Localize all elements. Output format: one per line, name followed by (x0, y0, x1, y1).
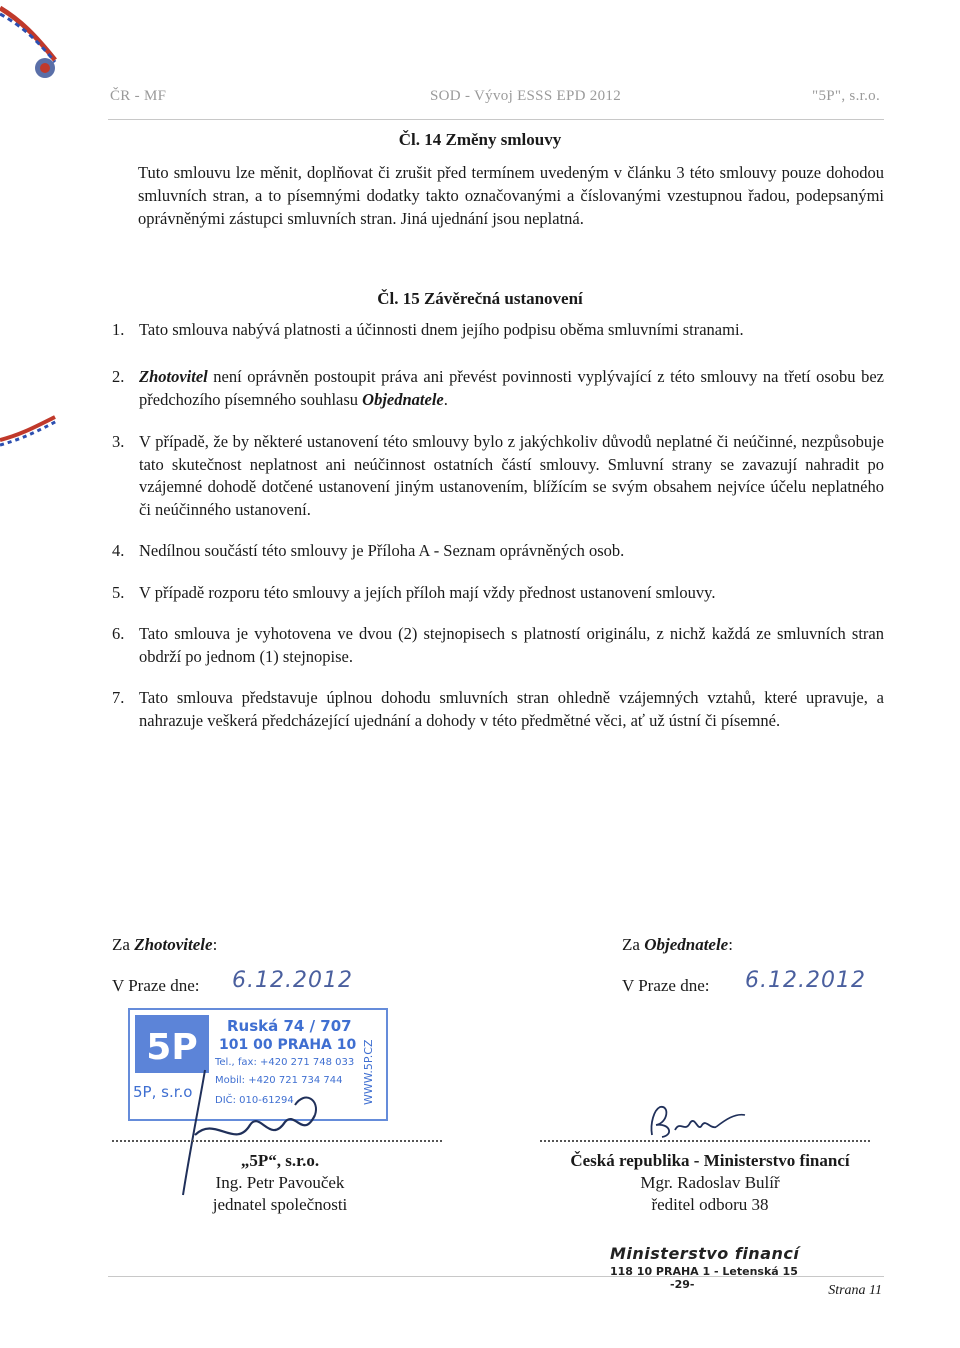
right-name: Mgr. Radoslav Bulíř (640, 1173, 780, 1192)
item-text: Nedílnou součástí této smlouvy je Příloha A - Seznam oprávněných osob. (139, 541, 625, 560)
left-name: Ing. Petr Pavouček (215, 1173, 345, 1192)
ministry-stamp (610, 1244, 799, 1291)
ministry-stamp-line-1: Ministerstvo financí (610, 1244, 800, 1263)
colon: : (728, 935, 733, 954)
item-text: Tato smlouva je vyhotovena ve dvou (2) stejnopisech s platností originálu, z nichž každá ze smluvních stran obdrží po jednom (1) stejnopise. (139, 624, 884, 666)
stamp-line-1: Ruská 74 / 707 (227, 1017, 352, 1035)
party-name: Zhotovitele (134, 935, 213, 954)
stamp-line-4: Mobil: +420 721 734 744 (215, 1075, 343, 1086)
party-name: Objednatele (644, 935, 729, 954)
za-text: Za (622, 935, 645, 954)
item-number: 5. (112, 583, 125, 602)
item-number: 2. (112, 367, 125, 386)
right-role: ředitel odboru 38 (651, 1195, 769, 1214)
right-signature-line (540, 1140, 870, 1142)
ministry-stamp-line-3: -29- (670, 1278, 695, 1291)
header-left: ČR - MF (110, 88, 167, 104)
ministry-stamp-line-2: 118 10 PRAHA 1 - Letenská 15 (610, 1265, 798, 1278)
article-15-title: Čl. 15 Závěrečná ustanovení (377, 289, 583, 308)
left-company: „5P“, s.r.o. (240, 1151, 320, 1170)
right-party-label (622, 935, 733, 955)
left-signature-line (112, 1140, 442, 1142)
left-place-date-label: V Praze dne: (112, 976, 200, 995)
left-role: jednatel společnosti (212, 1195, 348, 1214)
right-place-date-label: V Praze dne: (622, 976, 710, 995)
right-signature (640, 1095, 750, 1145)
item-number: 1. (112, 320, 125, 339)
list-item (112, 582, 884, 605)
stamp-logo-sub: 5P, s.r.o (133, 1083, 193, 1101)
stamp-logo: 5P (146, 1027, 198, 1068)
stamp-line-2: 101 00 PRAHA 10 (219, 1037, 357, 1053)
item-number: 3. (112, 432, 125, 451)
item-number: 7. (112, 688, 125, 707)
page-number: Strana 11 (828, 1283, 882, 1298)
right-signatory (520, 1150, 900, 1216)
header-rule (108, 119, 884, 120)
item-number: 6. (112, 624, 125, 643)
stamp-web: WWW.5P.CZ (362, 1039, 375, 1105)
item-number: 4. (112, 541, 125, 560)
header-center: SOD - Vývoj ESSS EPD 2012 (430, 88, 622, 104)
stamp-line-5: DIČ: 010-61294 (215, 1095, 294, 1106)
article-14-title: Čl. 14 Změny smlouvy (398, 130, 562, 149)
stamp-line-3: Tel., fax: +420 271 748 033 (215, 1057, 355, 1068)
list-item (112, 623, 884, 668)
right-handwritten-date: 6.12.2012 (745, 968, 866, 993)
item-text-mid: není oprávněn postoupit práva ani převést povinnosti vyplývající z této smlouvy na třetí osobu bez předchozího písemného souhlasu (139, 367, 884, 409)
party-name-objednatel: Objednatele (362, 389, 444, 409)
colon: : (212, 935, 218, 954)
ribbon-decoration-2 (0, 405, 70, 455)
header-right: "5P", s.r.o. (812, 88, 880, 104)
right-company: Česká republika - Ministerstvo financí (570, 1151, 850, 1170)
item-text (139, 366, 884, 411)
list-item (112, 366, 884, 411)
list-item (112, 319, 884, 342)
list-item (112, 687, 884, 732)
left-party-label (112, 935, 217, 955)
item-text: Tato smlouva nabývá platnosti a účinnosti dnem jejího podpisu oběma smluvními stranami. (139, 320, 744, 339)
ribbon-decoration (0, 0, 70, 90)
za-text: Za (112, 935, 135, 954)
item-text: V případě rozporu této smlouvy a jejích příloh mají vždy přednost ustanovení smlouvy. (139, 583, 716, 602)
footer-rule (108, 1276, 884, 1277)
article-14-text: Tuto smlouvu lze měnit, doplňovat či zrušit před termínem uvedeným v článku 3 této smlouvy pouze dohodou smluvních stran, a to písemnými dodatky takto označovanými a číslovanými vzestupnou řadou, podepsanými oprávněnými zástupci smluvních stran. Jiná ujednání jsou neplatná. (138, 163, 884, 228)
list-item (112, 431, 884, 521)
party-name-zhotovitel: Zhotovitel (139, 367, 208, 386)
left-handwritten-date: 6.12.2012 (232, 968, 353, 993)
left-signatory (120, 1150, 440, 1216)
item-text: Tato smlouva představuje úplnou dohodu smluvních stran ohledně vzájemných vztahů, které upravuje, a nahrazuje veškerá předcházející ujednání a dohody v této předmětné věci, ať už ústní či písemné. (139, 688, 884, 730)
item-text: V případě, že by některé ustanovení této smlouvy bylo z jakýchkoliv důvodů neplatné či neúčinné, nezpůsobuje tato skutečnost neplatnost ani neúčinnost ostatních částí smlouvy. Smluvní strany se zavazují nahradit po vzájemné dohodě dotčené ustanovení jiným ustanovením, blížícím se svým obsahem nejvíce účelu neplatného či neúčinného ustanovení. (139, 432, 884, 519)
list-item (112, 540, 884, 563)
item-text-end: . (443, 389, 448, 409)
